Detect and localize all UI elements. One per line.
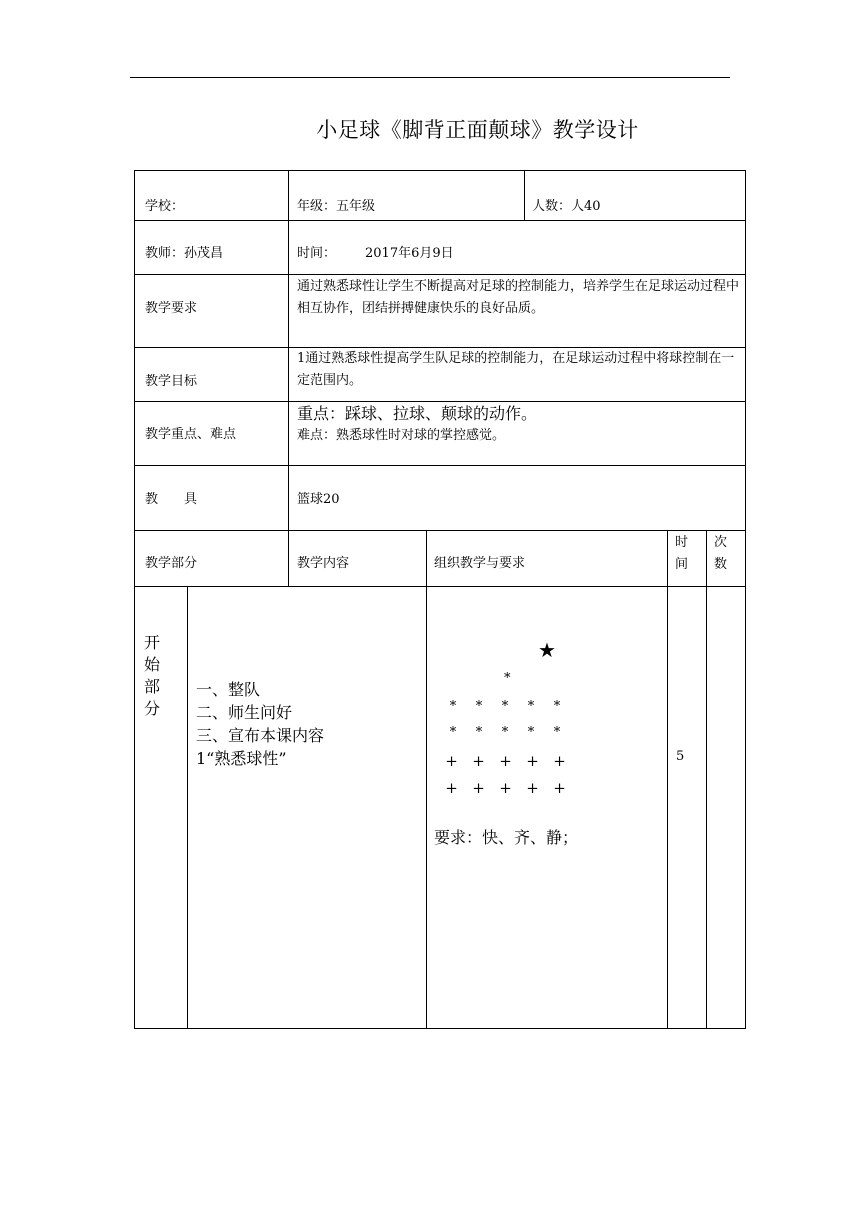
organization-requirement: 要求：快、齐、静；	[434, 828, 579, 847]
formation-marker: *	[475, 699, 483, 714]
organization-cell	[426, 586, 668, 1029]
document-title: 小足球《脚背正面颠球》教学设计	[316, 118, 639, 142]
leader-marker: *	[504, 671, 511, 686]
keypoints-text-cell	[288, 401, 746, 466]
school-cell	[134, 170, 289, 221]
teacher-star-icon: ★	[538, 638, 556, 662]
formation-marker: *	[449, 699, 457, 714]
header-count: 次数	[714, 535, 728, 572]
content-line: 三、宣布本课内容	[196, 726, 325, 745]
formation-marker: +	[499, 752, 512, 770]
content-line: 1“熟悉球性”	[196, 749, 287, 768]
content-lines	[196, 678, 324, 770]
difficulty-text: 难点：熟悉球性时对球的掌控感觉。	[297, 428, 506, 443]
header-part: 教学部分	[145, 556, 198, 571]
content-line: 一、整队	[196, 680, 261, 699]
formation-marker: *	[501, 699, 509, 714]
formation-marker: *	[475, 725, 483, 740]
objectives-label: 教学目标	[145, 374, 198, 389]
header-rule	[130, 77, 730, 78]
formation-row	[438, 748, 573, 774]
equipment-text-cell	[288, 465, 746, 531]
objectives-text: 1通过熟悉球性提高学生队足球的控制能力，在足球运动过程中将球控制在一定范围内。	[297, 351, 735, 388]
formation-marker: *	[527, 699, 535, 714]
requirements-label-cell	[134, 274, 289, 348]
teacher-cell	[134, 220, 289, 275]
requirements-text: 通过熟悉球性让学生不断提高对足球的控制能力，培养学生在足球运动过程中相互协作，团结拼搏健康快乐的良好品质。	[297, 279, 740, 316]
header-organization-cell	[426, 530, 668, 587]
formation-marker: +	[445, 779, 458, 797]
formation-marker: +	[445, 752, 458, 770]
formation-marker: +	[553, 752, 566, 770]
formation-marker: *	[553, 725, 561, 740]
time-cell	[288, 220, 746, 275]
formation-marker: +	[472, 752, 485, 770]
time-value: 2017年6月9日	[365, 246, 454, 261]
keypoints-label-cell	[134, 401, 289, 466]
count-value-cell	[706, 586, 746, 1029]
teacher-label: 教师：孙茂昌	[145, 246, 224, 261]
part-label: 开始部分	[144, 633, 161, 718]
school-label: 学校：	[145, 199, 185, 214]
equipment-label: 教 具	[145, 492, 198, 507]
header-content: 教学内容	[297, 556, 350, 571]
requirements-text-cell	[288, 274, 746, 348]
objectives-label-cell	[134, 347, 289, 402]
formation-row	[440, 694, 570, 720]
formation-marker: +	[526, 779, 539, 797]
header-time-cell	[667, 530, 707, 587]
formation-row	[440, 720, 570, 746]
objectives-text-cell	[288, 347, 746, 402]
equipment-label-cell	[134, 465, 289, 531]
count-label: 人数：人40	[532, 199, 601, 214]
part-cell	[134, 586, 188, 1029]
formation-marker: +	[526, 752, 539, 770]
keypoint-text: 重点：踩球、拉球、颠球的动作。	[297, 404, 538, 423]
time-value-cell	[667, 586, 707, 1029]
grade-label: 年级：五年级	[297, 199, 376, 214]
formation-marker: *	[553, 699, 561, 714]
count-cell	[524, 170, 746, 221]
formation-marker: +	[472, 779, 485, 797]
formation-row	[438, 775, 573, 801]
formation-marker: +	[499, 779, 512, 797]
grade-cell	[288, 170, 525, 221]
formation-marker: *	[527, 725, 535, 740]
time-value: 5	[676, 749, 685, 764]
header-time: 时间	[675, 535, 689, 572]
requirements-label: 教学要求	[145, 301, 198, 316]
header-count-cell	[706, 530, 746, 587]
formation-marker: *	[501, 725, 509, 740]
equipment-text: 篮球20	[297, 492, 340, 507]
keypoints-label: 教学重点、难点	[145, 427, 237, 442]
content-cell	[187, 586, 427, 1029]
formation-marker: *	[449, 725, 457, 740]
time-label: 时间：	[297, 246, 337, 261]
header-organization: 组织教学与要求	[434, 556, 526, 571]
formation-marker: +	[553, 779, 566, 797]
header-part-cell	[134, 530, 289, 587]
content-line: 二、师生问好	[196, 703, 293, 722]
header-content-cell	[288, 530, 427, 587]
